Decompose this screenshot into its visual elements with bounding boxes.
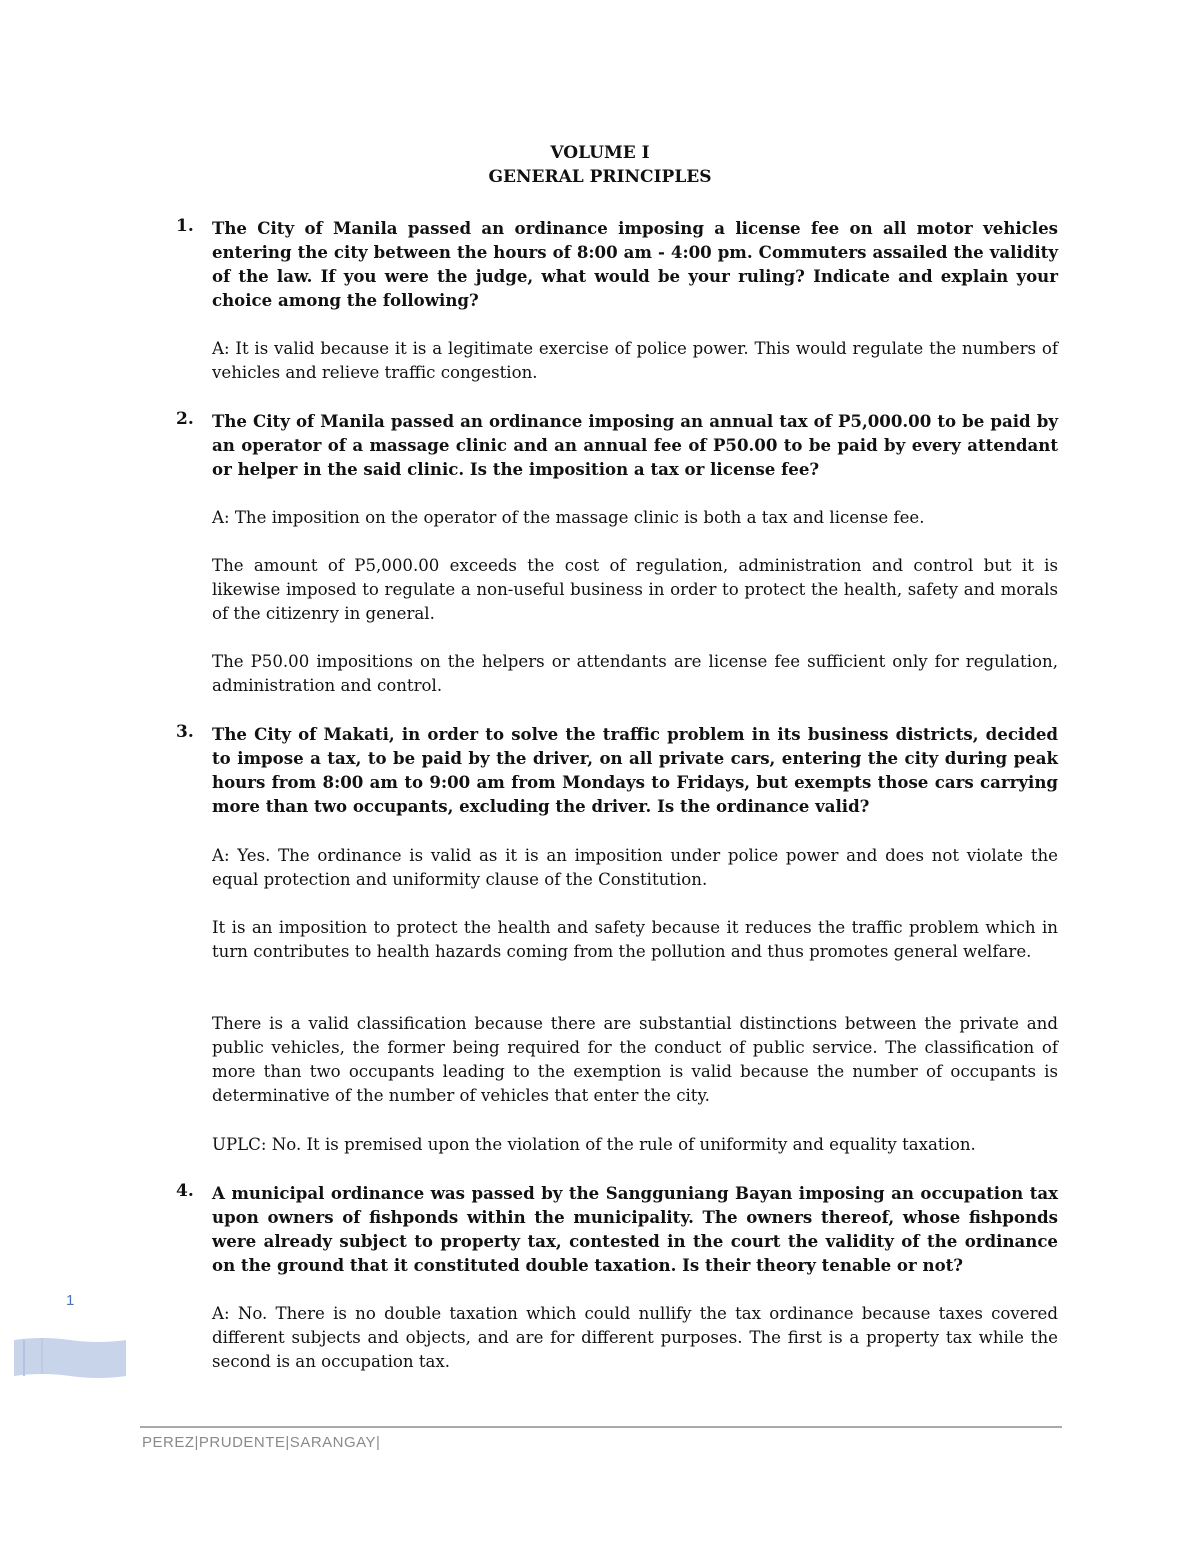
page-number: 1 xyxy=(66,1292,75,1309)
question-text: The City of Makati, in order to solve the traffic problem in its business districts, decided to impose a tax, to be paid by the driver, on all private cars, entering the city during peak hours from 8:00 am to 9:00 am from Mondays to Fridays, but exempts those cars carrying more than two occupants, excluding the driver. Is the ordinance valid? xyxy=(212,724,1058,816)
footer-divider xyxy=(140,1426,1062,1428)
answer-text: The amount of P5,000.00 exceeds the cost of regulation, administration and control but it is likewise imposed to regulate a non-useful business in order to protect the health, safety and morals of the citizenry in general. xyxy=(212,556,1058,623)
answer-text: UPLC: No. It is premised upon the violation of the rule of uniformity and equality taxation. xyxy=(212,1135,976,1154)
volume-title: VOLUME I xyxy=(550,143,650,163)
answer-text: There is a valid classification because there are substantial distinctions between the private and public vehicles, the former being required for the conduct of public service. The classification of more than two occupants leading to the exemption is valid because the number of occupants is determinative of the number of vehicles that enter the city. xyxy=(212,1014,1058,1105)
question-number: 4. xyxy=(176,1181,194,1201)
footer-authors: PEREZ|PRUDENTE|SARANGAY| xyxy=(142,1434,381,1451)
question-text: A municipal ordinance was passed by the Sangguniang Bayan imposing an occupation tax upon owners of fishponds within the municipality. The owners thereof, whose fishponds were already subject to property tax, contested in the court the validity of the ordinance on the ground that it constituted double taxation. Is their theory tenable or not? xyxy=(212,1183,1058,1275)
question-number: 3. xyxy=(176,722,194,742)
question-text: The City of Manila passed an ordinance imposing a license fee on all motor vehicles entering the city between the hours of 8:00 am - 4:00 pm. Commuters assailed the validity of the law. If you were the judge, what would be your ruling? Indicate and explain your choice among the following? xyxy=(212,218,1058,310)
answer-text: It is an imposition to protect the health and safety because it reduces the traffic problem which in turn contributes to health hazards coming from the pollution and thus promotes general welfare. xyxy=(212,918,1058,961)
answer-text: A: The imposition on the operator of the massage clinic is both a tax and license fee. xyxy=(212,508,925,527)
question-number: 2. xyxy=(176,409,194,429)
answer-text: The P50.00 impositions on the helpers or attendants are license fee sufficient only for regulation, administration and control. xyxy=(212,652,1058,695)
question-text: The City of Manila passed an ordinance imposing an annual tax of P5,000.00 to be paid by an operator of a massage clinic and an annual fee of P50.00 to be paid by every attendant or helper in the said clinic. Is the imposition a tax or license fee? xyxy=(212,411,1058,479)
answer-text: A: No. There is no double taxation which could nullify the tax ordinance because taxes covered different subjects and objects, and are for different purposes. The first is a property tax while the second is an occupation tax. xyxy=(212,1304,1058,1371)
page-tab-decoration xyxy=(14,1336,126,1380)
answer-text: A: Yes. The ordinance is valid as it is an imposition under police power and does not violate the equal protection and uniformity clause of the Constitution. xyxy=(212,846,1058,889)
section-title: GENERAL PRINCIPLES xyxy=(488,167,712,187)
answer-text: A: It is valid because it is a legitimate exercise of police power. This would regulate the numbers of vehicles and relieve traffic congestion. xyxy=(212,339,1058,382)
question-number: 1. xyxy=(176,216,194,236)
